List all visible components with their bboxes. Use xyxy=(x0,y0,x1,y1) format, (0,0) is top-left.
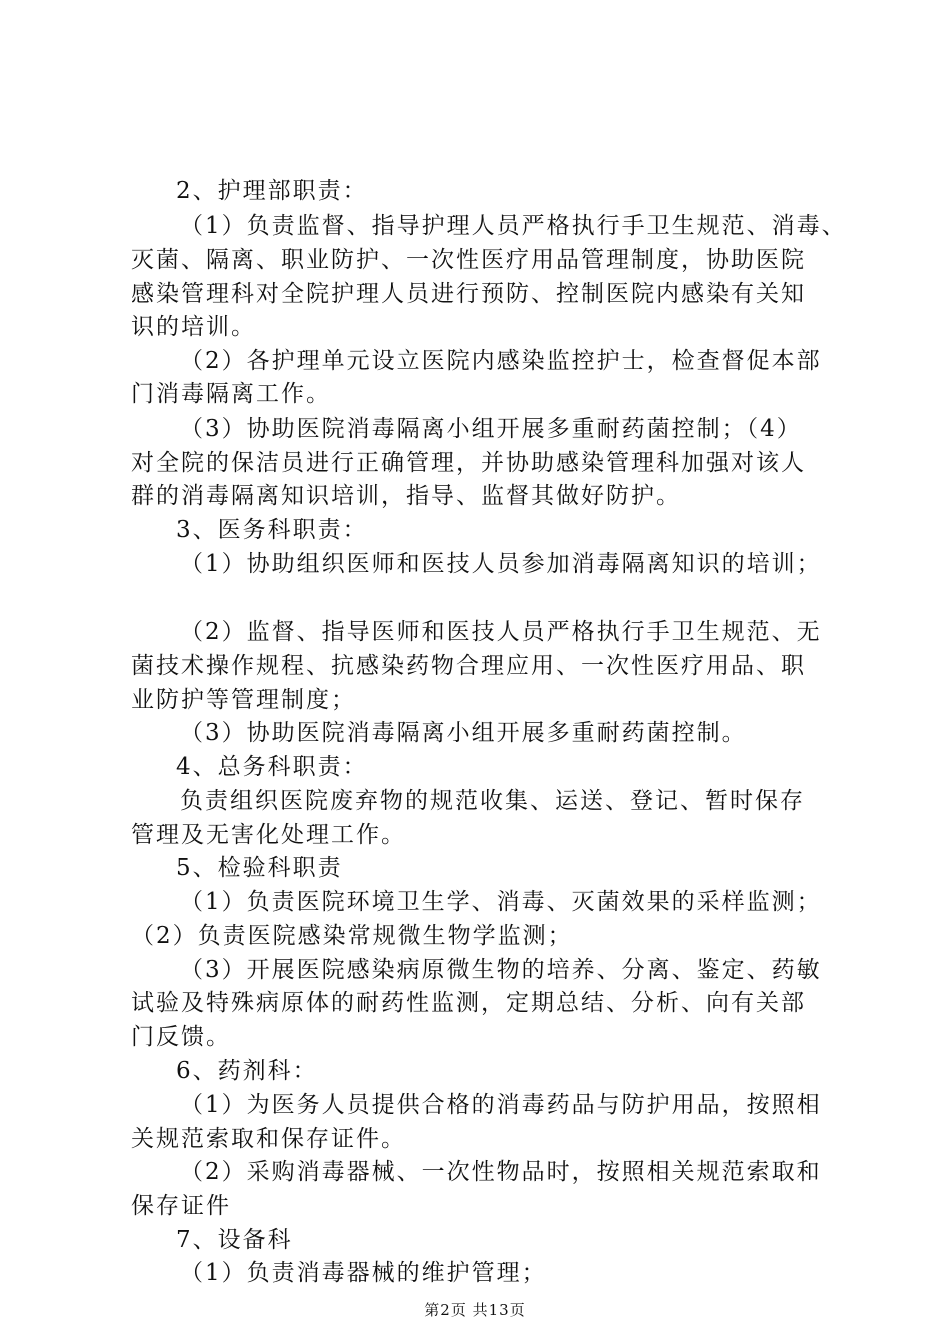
paragraph-line: 门消毒隔离工作。 xyxy=(131,381,331,407)
paragraph-line: 感染管理科对全院护理人员进行预防、控制医院内感染有关知 xyxy=(131,281,806,307)
paragraph-line: （3）协助医院消毒隔离小组开展多重耐药菌控制；（4） xyxy=(180,416,802,442)
paragraph-line: （1）负责医院环境卫生学、消毒、灭菌效果的采样监测； xyxy=(180,889,822,915)
section-heading-equipment: 7、设备科 xyxy=(176,1227,293,1253)
paragraph-line: 菌技术操作规程、抗感染药物合理应用、一次性医疗用品、职 xyxy=(131,653,806,679)
paragraph-line: 对全院的保洁员进行正确管理，并协助感染管理科加强对该人 xyxy=(131,450,806,476)
paragraph-line: 业防护等管理制度； xyxy=(131,687,356,713)
paragraph-line: （2）负责医院感染常规微生物学监测； xyxy=(131,923,573,949)
paragraph-line: （3）开展医院感染病原微生物的培养、分离、鉴定、药敏 xyxy=(180,957,822,983)
paragraph-line: （2）各护理单元设立医院内感染监控护士，检查督促本部 xyxy=(180,348,822,374)
paragraph-line: 灭菌、隔离、职业防护、一次性医疗用品管理制度，协助医院 xyxy=(131,247,806,273)
section-heading-pharmacy: 6、药剂科： xyxy=(176,1058,318,1084)
paragraph-line: （2）采购消毒器械、一次性物品时，按照相关规范索取和 xyxy=(180,1159,822,1185)
paragraph-line: 保存证件 xyxy=(131,1193,231,1219)
section-heading-general-affairs: 4、总务科职责： xyxy=(176,754,368,780)
paragraph-line: 关规范索取和保存证件。 xyxy=(131,1126,406,1152)
page-number-footer: 第2页 共13页 xyxy=(424,1301,526,1319)
section-heading-laboratory: 5、检验科职责 xyxy=(176,855,343,881)
paragraph-line: （2）监督、指导医师和医技人员严格执行手卫生规范、无 xyxy=(180,619,822,645)
paragraph-line: 管理及无害化处理工作。 xyxy=(131,822,406,848)
paragraph-line: （1）为医务人员提供合格的消毒药品与防护用品，按照相 xyxy=(180,1092,822,1118)
paragraph-line: （3）协助医院消毒隔离小组开展多重耐药菌控制。 xyxy=(180,720,747,746)
paragraph-line: （1）协助组织医师和医技人员参加消毒隔离知识的培训； xyxy=(180,551,822,577)
paragraph-line: 识的培训。 xyxy=(131,314,256,340)
paragraph-line: 负责组织医院废弃物的规范收集、运送、登记、暂时保存 xyxy=(180,788,805,814)
paragraph-line: （1）负责监督、指导护理人员严格执行手卫生规范、消毒、 xyxy=(180,213,847,239)
paragraph-line: 群的消毒隔离知识培训，指导、监督其做好防护。 xyxy=(131,483,681,509)
paragraph-line: （1）负责消毒器械的维护管理； xyxy=(180,1260,547,1286)
paragraph-line: 门反馈。 xyxy=(131,1024,231,1050)
paragraph-line: 试验及特殊病原体的耐药性监测，定期总结、分析、向有关部 xyxy=(131,990,806,1016)
section-heading-nursing: 2、护理部职责： xyxy=(176,178,368,204)
section-heading-medical: 3、医务科职责： xyxy=(176,517,368,543)
